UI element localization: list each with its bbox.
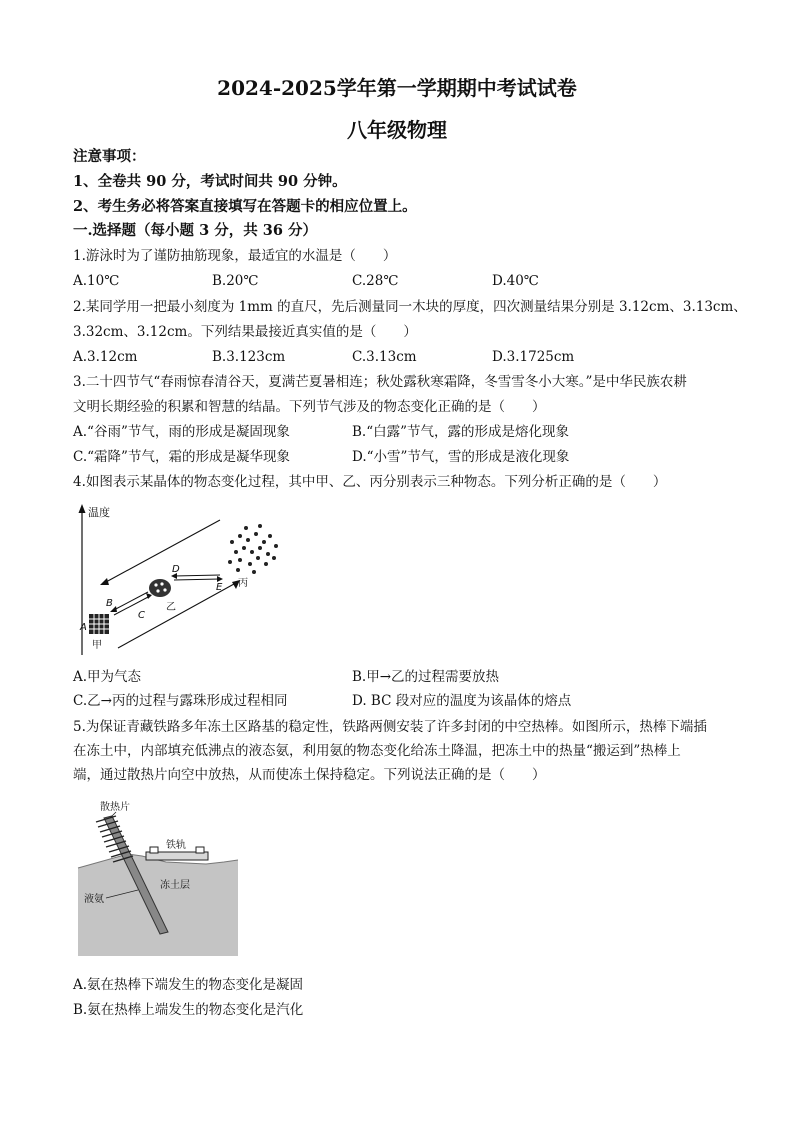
diagonal-arrow-upper: [106, 520, 220, 582]
q5-stem-line1: 5.为保证青藏铁路多年冻土区路基的稳定性，铁路两侧安装了许多封闭的中空热棒。如图所示，热棒下端插: [73, 719, 707, 735]
label-bing: 丙: [238, 578, 248, 589]
axis-arrow-icon: [79, 504, 86, 513]
rail-right-icon: [196, 847, 204, 853]
frozen-soil-area: [78, 854, 238, 956]
q2-option-b: B.3.123cm: [212, 349, 286, 365]
diagonal-arrow-lower: [118, 584, 234, 648]
q1-option-d: D.40℃: [492, 273, 539, 289]
q4-stem: 4.如图表示某晶体的物态变化过程，其中甲、乙、丙分别表示三种物态。下列分析正确的是（ ）: [73, 474, 667, 490]
notice-item-1: 1、全卷共 90 分，考试时间共 90 分钟。: [73, 173, 347, 190]
label-d: D: [172, 564, 180, 575]
q5-option-b: B.氨在热棒上端发生的物态变化是汽化: [73, 1002, 304, 1018]
q3-option-c: C.“霜降”节气，霜的形成是凝华现象: [73, 449, 290, 465]
q1-option-b: B.20℃: [212, 273, 259, 289]
label-fins: 散热片: [100, 802, 130, 813]
q3-option-d: D.“小雪”节气，雪的形成是液化现象: [352, 449, 570, 465]
q3-stem-line1: 3.二十四节气“春雨惊春清谷天，夏满芒夏暑相连；秋处露秋寒霜降，冬雪雪冬小大寒。”是中华民族农耕: [73, 374, 687, 390]
q2-option-a: A.3.12cm: [73, 349, 138, 365]
q2-stem-line1: 2.某同学用一把最小刻度为 1mm 的直尺，先后测量同一木块的厚度，四次测量结果分别是 3.12cm、3.13cm、: [73, 299, 747, 315]
q2-option-c: C.3.13cm: [352, 349, 417, 365]
label-jia: 甲: [92, 640, 102, 651]
label-ammonia: 液氨: [84, 894, 104, 905]
rail-left-icon: [150, 847, 158, 853]
q4-option-d: D. BC 段对应的温度为该晶体的熔点: [352, 693, 572, 709]
notice-heading: 注意事项：: [73, 148, 146, 165]
q1-option-c: C.28℃: [352, 273, 399, 289]
label-b: B: [106, 598, 113, 609]
axis-label: 温度: [88, 506, 110, 519]
solid-jia-icon: [89, 614, 109, 634]
label-e: E: [216, 582, 223, 593]
q5-option-a: A.氨在热棒下端发生的物态变化是凝固: [73, 977, 304, 993]
q1-stem: 1.游泳时为了谨防抽筋现象，最适宜的水温是（ ）: [73, 248, 397, 264]
label-yi: 乙: [166, 602, 176, 613]
q1-option-a: A.10℃: [73, 273, 120, 289]
q5-stem-line2: 在冻土中，内部填充低沸点的液态氨，利用氨的物态变化给冻土降温，把冻土中的热量“搬运到”热棒上: [73, 743, 681, 759]
q2-option-d: D.3.1725cm: [492, 349, 575, 365]
q4-option-a: A.甲为气态: [73, 669, 142, 685]
q5-heat-pipe-figure: [76, 798, 238, 958]
notice-item-2: 2、考生务必将答案直接填写在答题卡的相应位置上。: [73, 198, 417, 215]
q4-option-b: B.甲→乙的过程需要放热: [352, 669, 500, 685]
label-a: A: [80, 622, 87, 633]
q3-option-b: B.“白露”节气，露的形成是熔化现象: [352, 424, 570, 440]
gas-bing-icon: [228, 524, 278, 574]
q5-stem-line3: 端，通过散热片向空中放热，从而使冻土保持稳定。下列说法正确的是（ ）: [73, 767, 546, 783]
q4-option-c: C.乙→丙的过程与露珠形成过程相同: [73, 693, 288, 709]
q3-option-a: A.“谷雨”节气，雨的形成是凝固现象: [73, 424, 290, 440]
q3-stem-line2: 文明长期经验的积累和智慧的结晶。下列节气涉及的物态变化正确的是（ ）: [73, 399, 546, 415]
q4-state-change-figure: [70, 500, 300, 660]
label-rail: 铁轨: [166, 840, 186, 851]
label-frozen-soil: 冻土层: [160, 880, 190, 891]
exam-title: 2024-2025学年第一学期期中考试试卷: [217, 76, 577, 100]
exam-subject: 八年级物理: [347, 118, 447, 142]
q2-stem-line2: 3.32cm、3.12cm。下列结果最接近真实值的是（ ）: [73, 324, 417, 340]
liquid-yi-icon: [149, 579, 171, 597]
section-heading-choice: 一.选择题（每小题 3 分，共 36 分）: [73, 222, 318, 239]
label-c: C: [138, 610, 145, 621]
